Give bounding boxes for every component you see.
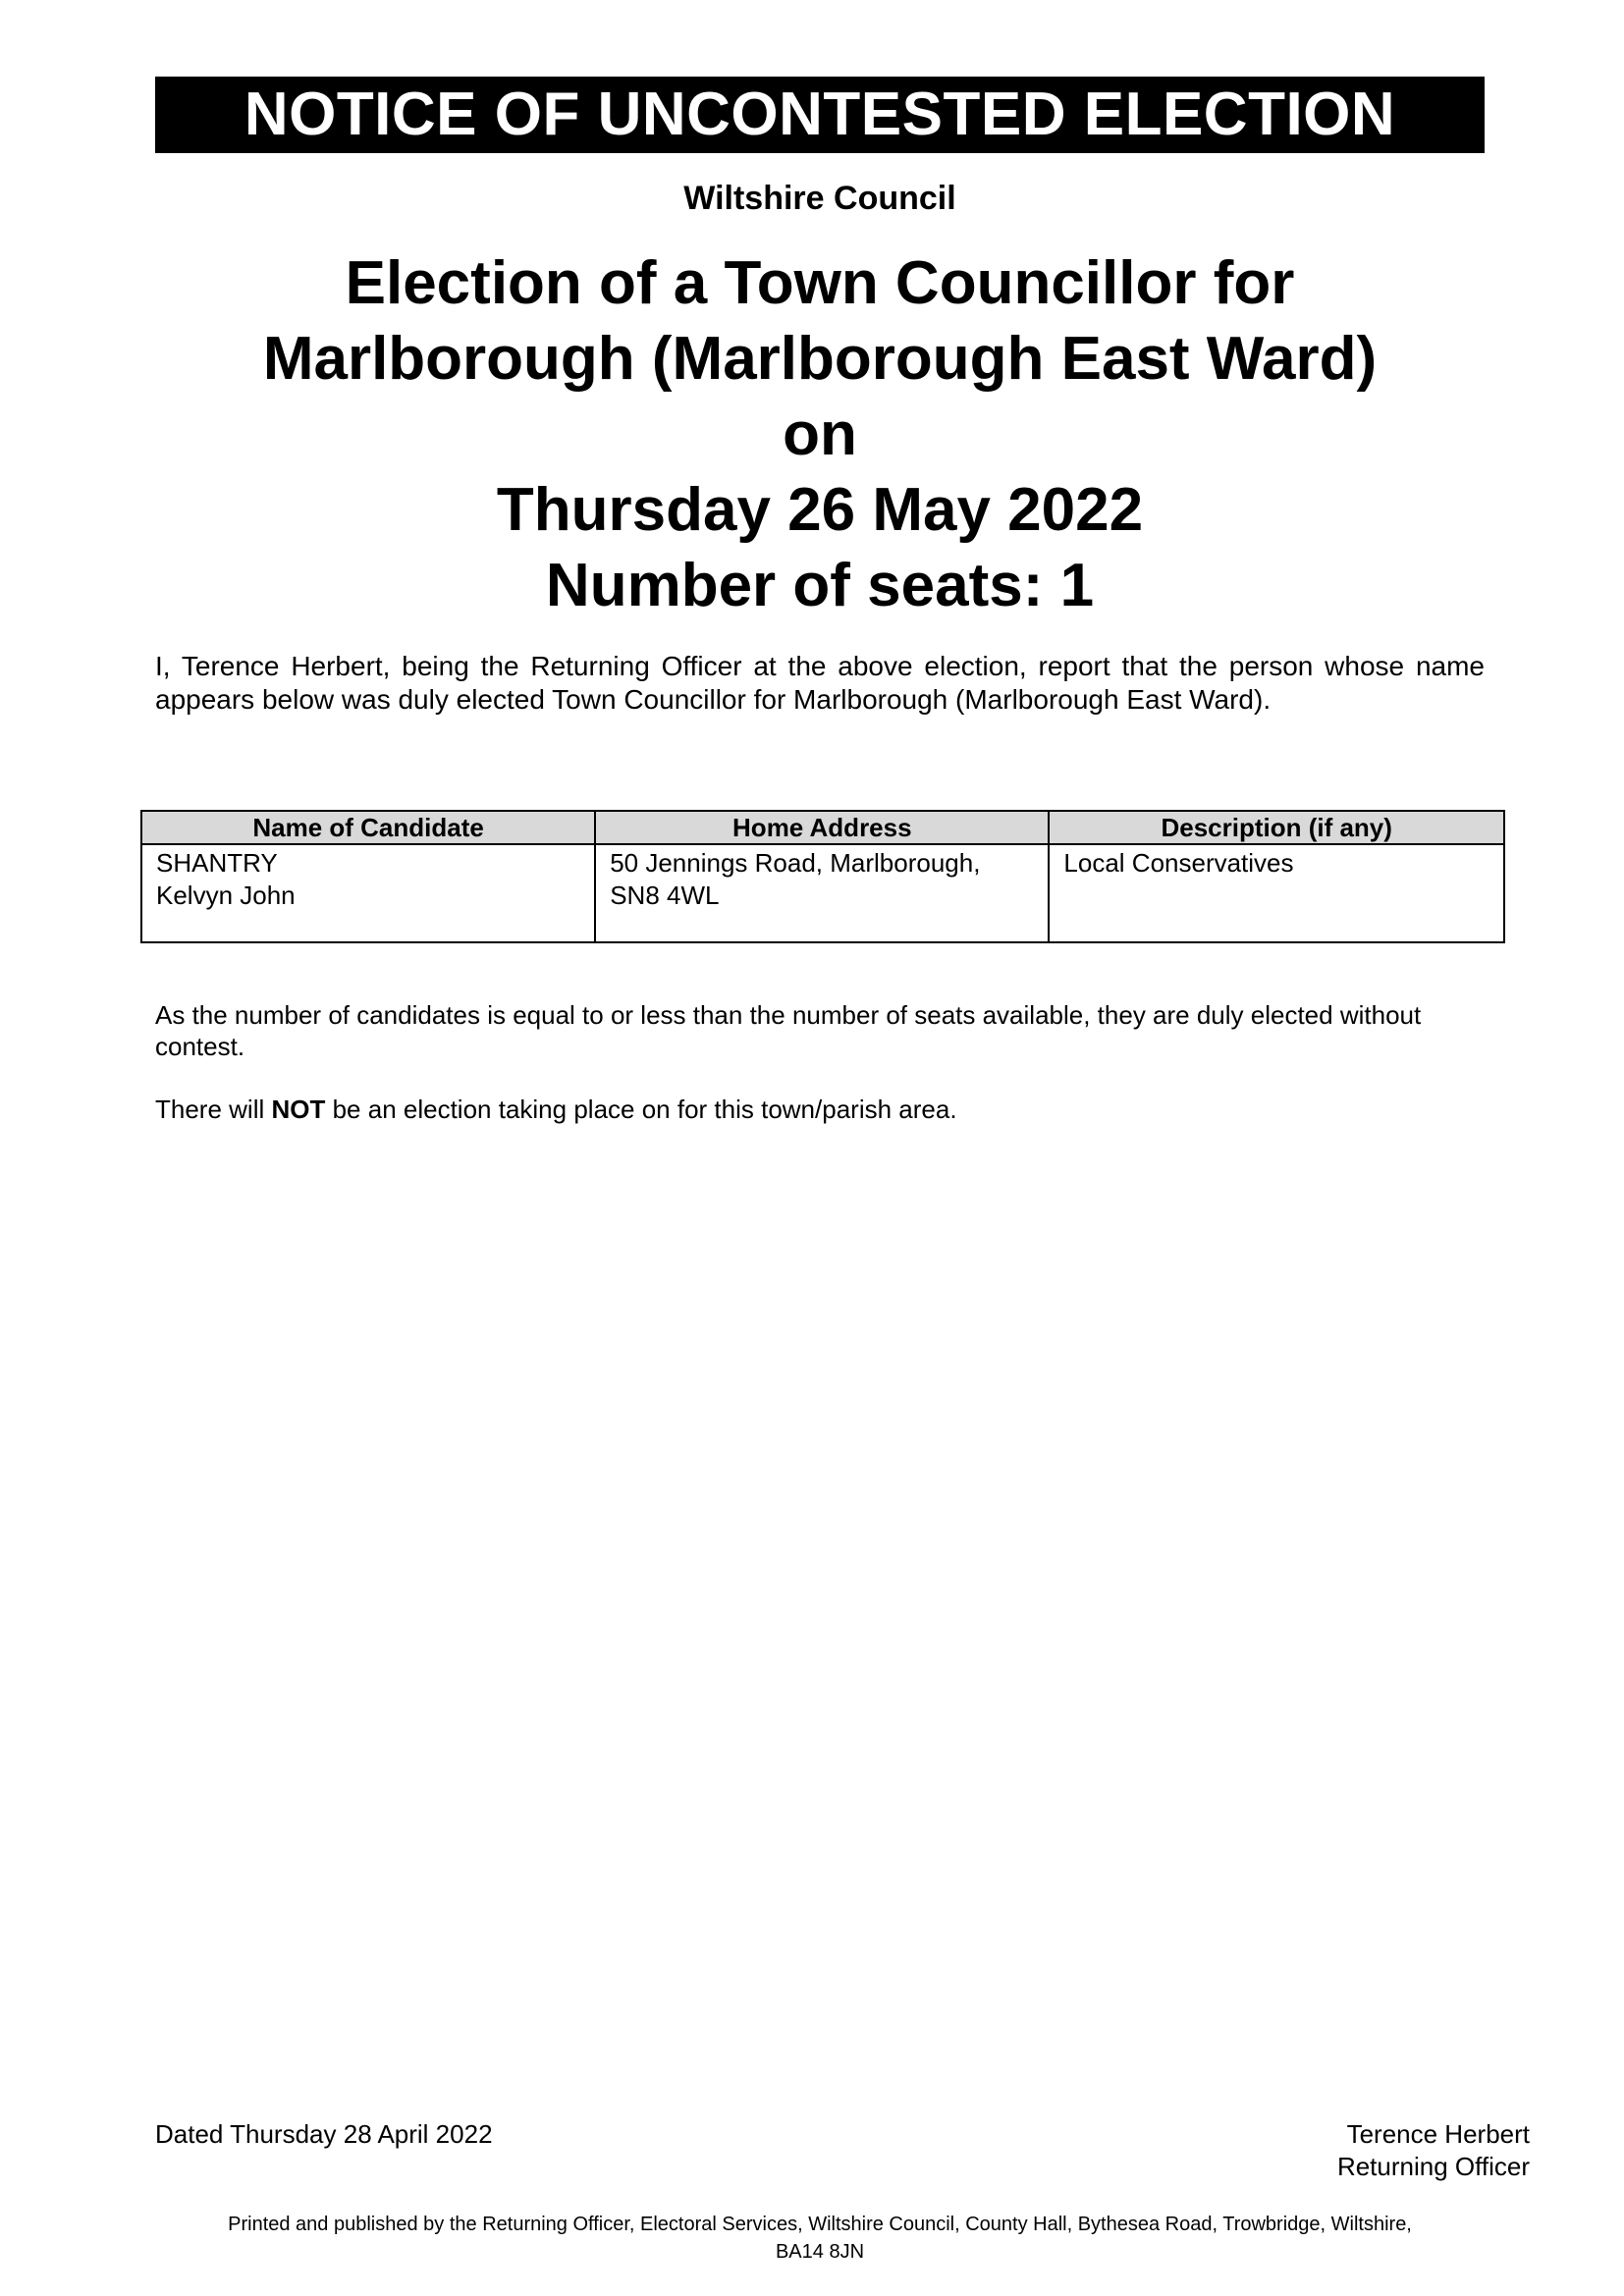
- signature-block: [1337, 2118, 1530, 2183]
- candidate-description-cell: [1049, 844, 1504, 942]
- candidate-address-cell: [595, 844, 1049, 942]
- notice-banner: NOTICE OF UNCONTESTED ELECTION: [155, 77, 1485, 153]
- candidates-table: [140, 810, 1505, 943]
- heading-line-date: Thursday 26 May 2022: [496, 476, 1144, 544]
- no-election-text-after: be an election taking place on for this town/parish area.: [325, 1095, 957, 1124]
- no-election-text-before: There will: [155, 1095, 272, 1124]
- returning-officer-name: Terence Herbert: [1346, 2119, 1530, 2149]
- heading-line-election: Election of a Town Councillor for: [345, 249, 1295, 317]
- uncontested-paragraph: As the number of candidates is equal to or less than the number of seats available, they are duly elected without contest.: [155, 1000, 1422, 1061]
- candidate-surname: SHANTRY: [156, 848, 278, 878]
- dated-line: Dated Thursday 28 April 2022: [155, 2119, 493, 2149]
- candidate-description: Local Conservatives: [1063, 848, 1294, 878]
- table-header-row: [141, 811, 1504, 844]
- no-election-paragraph: [155, 1094, 1485, 1125]
- heading-line-on: on: [783, 400, 857, 468]
- no-election-emphasis: NOT: [271, 1095, 326, 1124]
- table-row: [141, 844, 1504, 942]
- intro-paragraph: I, Terence Herbert, being the Returning Officer at the above election, report that the person whose name appears below was duly elected Town Councillor for Marlborough (Marlborough East Ward).: [155, 651, 1485, 715]
- imprint-footer: [155, 2211, 1485, 2266]
- candidate-forenames: Kelvyn John: [156, 881, 296, 910]
- column-header-description: Description (if any): [1049, 811, 1504, 844]
- candidate-address-line1: 50 Jennings Road, Marlborough,: [610, 848, 981, 878]
- returning-officer-title: Returning Officer: [1336, 2152, 1530, 2181]
- council-name: Wiltshire Council: [683, 180, 956, 217]
- column-header-name: Name of Candidate: [141, 811, 595, 844]
- election-heading: [155, 245, 1485, 623]
- imprint-line2: BA14 8JN: [775, 2241, 865, 2263]
- candidate-name-cell: [141, 844, 595, 942]
- candidate-address-line2: SN8 4WL: [610, 881, 720, 910]
- heading-line-ward: Marlborough (Marlborough East Ward): [262, 325, 1378, 393]
- column-header-address: Home Address: [595, 811, 1049, 844]
- heading-line-seats: Number of seats: 1: [545, 552, 1095, 619]
- imprint-line1: Printed and published by the Returning Officer, Electoral Services, Wiltshire Council, County Hall, Bythesea Road, Trowbridge, Wiltshire,: [228, 2214, 1412, 2235]
